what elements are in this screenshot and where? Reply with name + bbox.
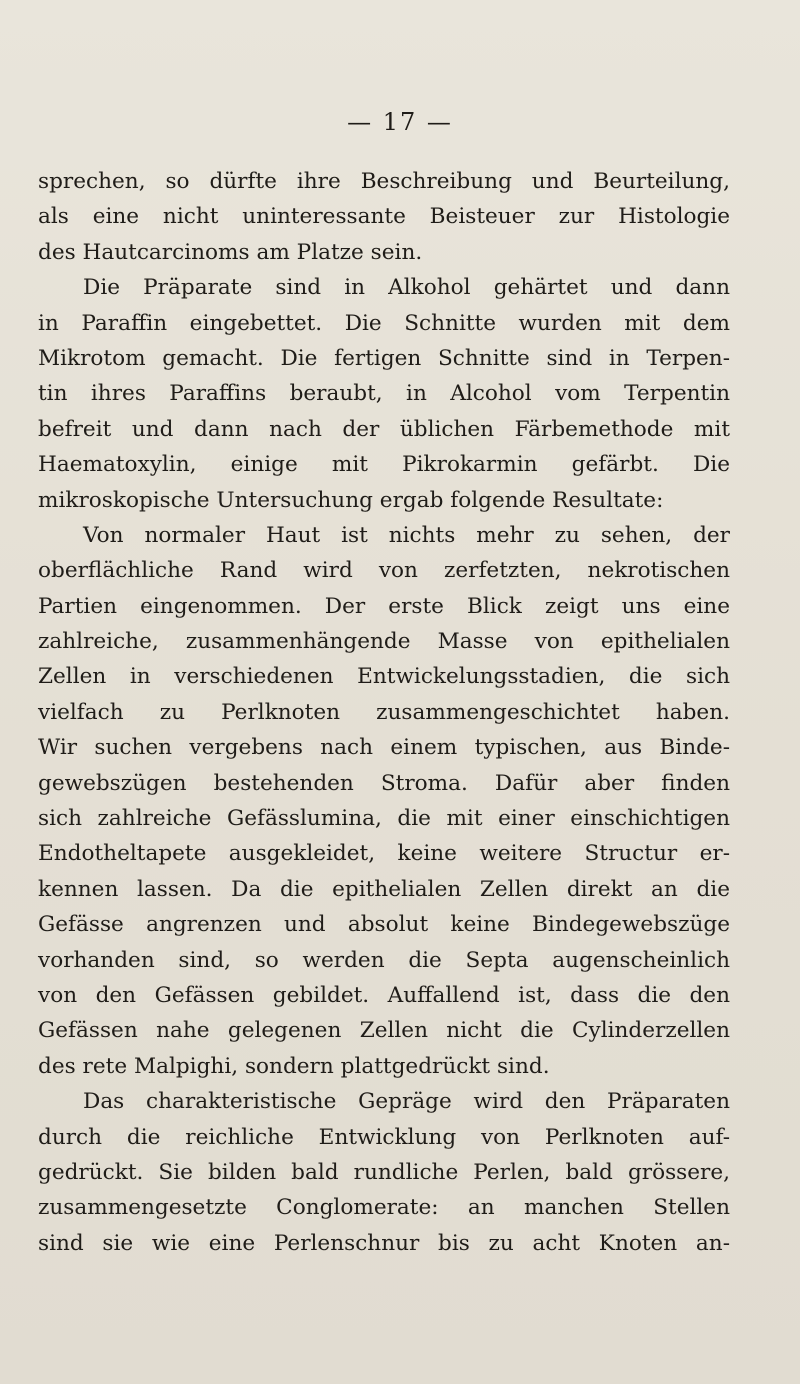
- page-number: — 17 —: [347, 108, 453, 136]
- text-line: vielfach zu Perlknoten zusammengeschichtet haben.: [38, 699, 730, 725]
- text-line: mikroskopische Untersuchung ergab folgende Resultate:: [38, 487, 664, 513]
- text-line: Das charakteristische Gepräge wird den Präparaten: [83, 1089, 730, 1115]
- text-line: Partien eingenommen. Der erste Blick zeigt uns eine: [38, 593, 730, 619]
- text-line: Die Präparate sind in Alkohol gehärtet und dann: [83, 275, 730, 301]
- text-line: gewebszügen bestehenden Stroma. Dafür aber finden: [38, 770, 730, 796]
- text-line: Mikrotom gemacht. Die fertigen Schnitte sind in Terpen-: [38, 345, 730, 371]
- text-line: sprechen, so dürfte ihre Beschreibung und Beurteilung,: [38, 169, 730, 194]
- text-line: Haematoxylin, einige mit Pikrokarmin gefärbt. Die: [38, 452, 730, 478]
- text-line: sich zahlreiche Gefässlumina, die mit einer einschichtigen: [38, 806, 730, 832]
- text-line: Von normaler Haut ist nichts mehr zu sehen, der: [83, 522, 730, 548]
- text-line: zahlreiche, zusammenhängende Masse von epithelialen: [38, 629, 730, 655]
- text-line: befreit und dann nach der üblichen Färbemethode mit: [38, 416, 730, 442]
- text-line: Zellen in verschiedenen Entwickelungsstadien, die sich: [38, 664, 730, 690]
- body-text: [38, 164, 730, 1261]
- text-line: tin ihres Paraffins beraubt, in Alcohol vom Terpentin: [38, 381, 730, 407]
- text-line: Gefässen nahe gelegenen Zellen nicht die Cylinderzellen: [38, 1018, 730, 1044]
- text-line: gedrückt. Sie bilden bald rundliche Perlen, bald grössere,: [38, 1159, 730, 1185]
- text-line: sind sie wie eine Perlenschnur bis zu acht Knoten an-: [38, 1230, 730, 1256]
- text-line: durch die reichliche Entwicklung von Perlknoten auf-: [38, 1124, 730, 1150]
- text-line: kennen lassen. Da die epithelialen Zellen direkt an die: [38, 876, 730, 902]
- text-line: des rete Malpighi, sondern plattgedrückt sind.: [38, 1053, 550, 1079]
- text-line: zusammengesetzte Conglomerate: an manchen Stellen: [38, 1195, 730, 1221]
- text-line: des Hautcarcinoms am Platze sein.: [38, 239, 423, 265]
- text-line: Endotheltapete ausgekleidet, keine weitere Structur er-: [38, 841, 730, 867]
- text-line: Wir suchen vergebens nach einem typischen, aus Binde-: [38, 735, 730, 761]
- text-line: oberflächliche Rand wird von zerfetzten, nekrotischen: [38, 558, 730, 584]
- text-line: Gefässe angrenzen und absolut keine Bindegewebszüge: [38, 912, 730, 938]
- text-line: in Paraffin eingebettet. Die Schnitte wurden mit dem: [38, 310, 730, 336]
- text-line: von den Gefässen gebildet. Auffallend ist, dass die den: [38, 982, 730, 1008]
- text-line: vorhanden sind, so werden die Septa augenscheinlich: [38, 947, 730, 973]
- text-line: als eine nicht uninteressante Beisteuer zur Histologie: [38, 204, 730, 230]
